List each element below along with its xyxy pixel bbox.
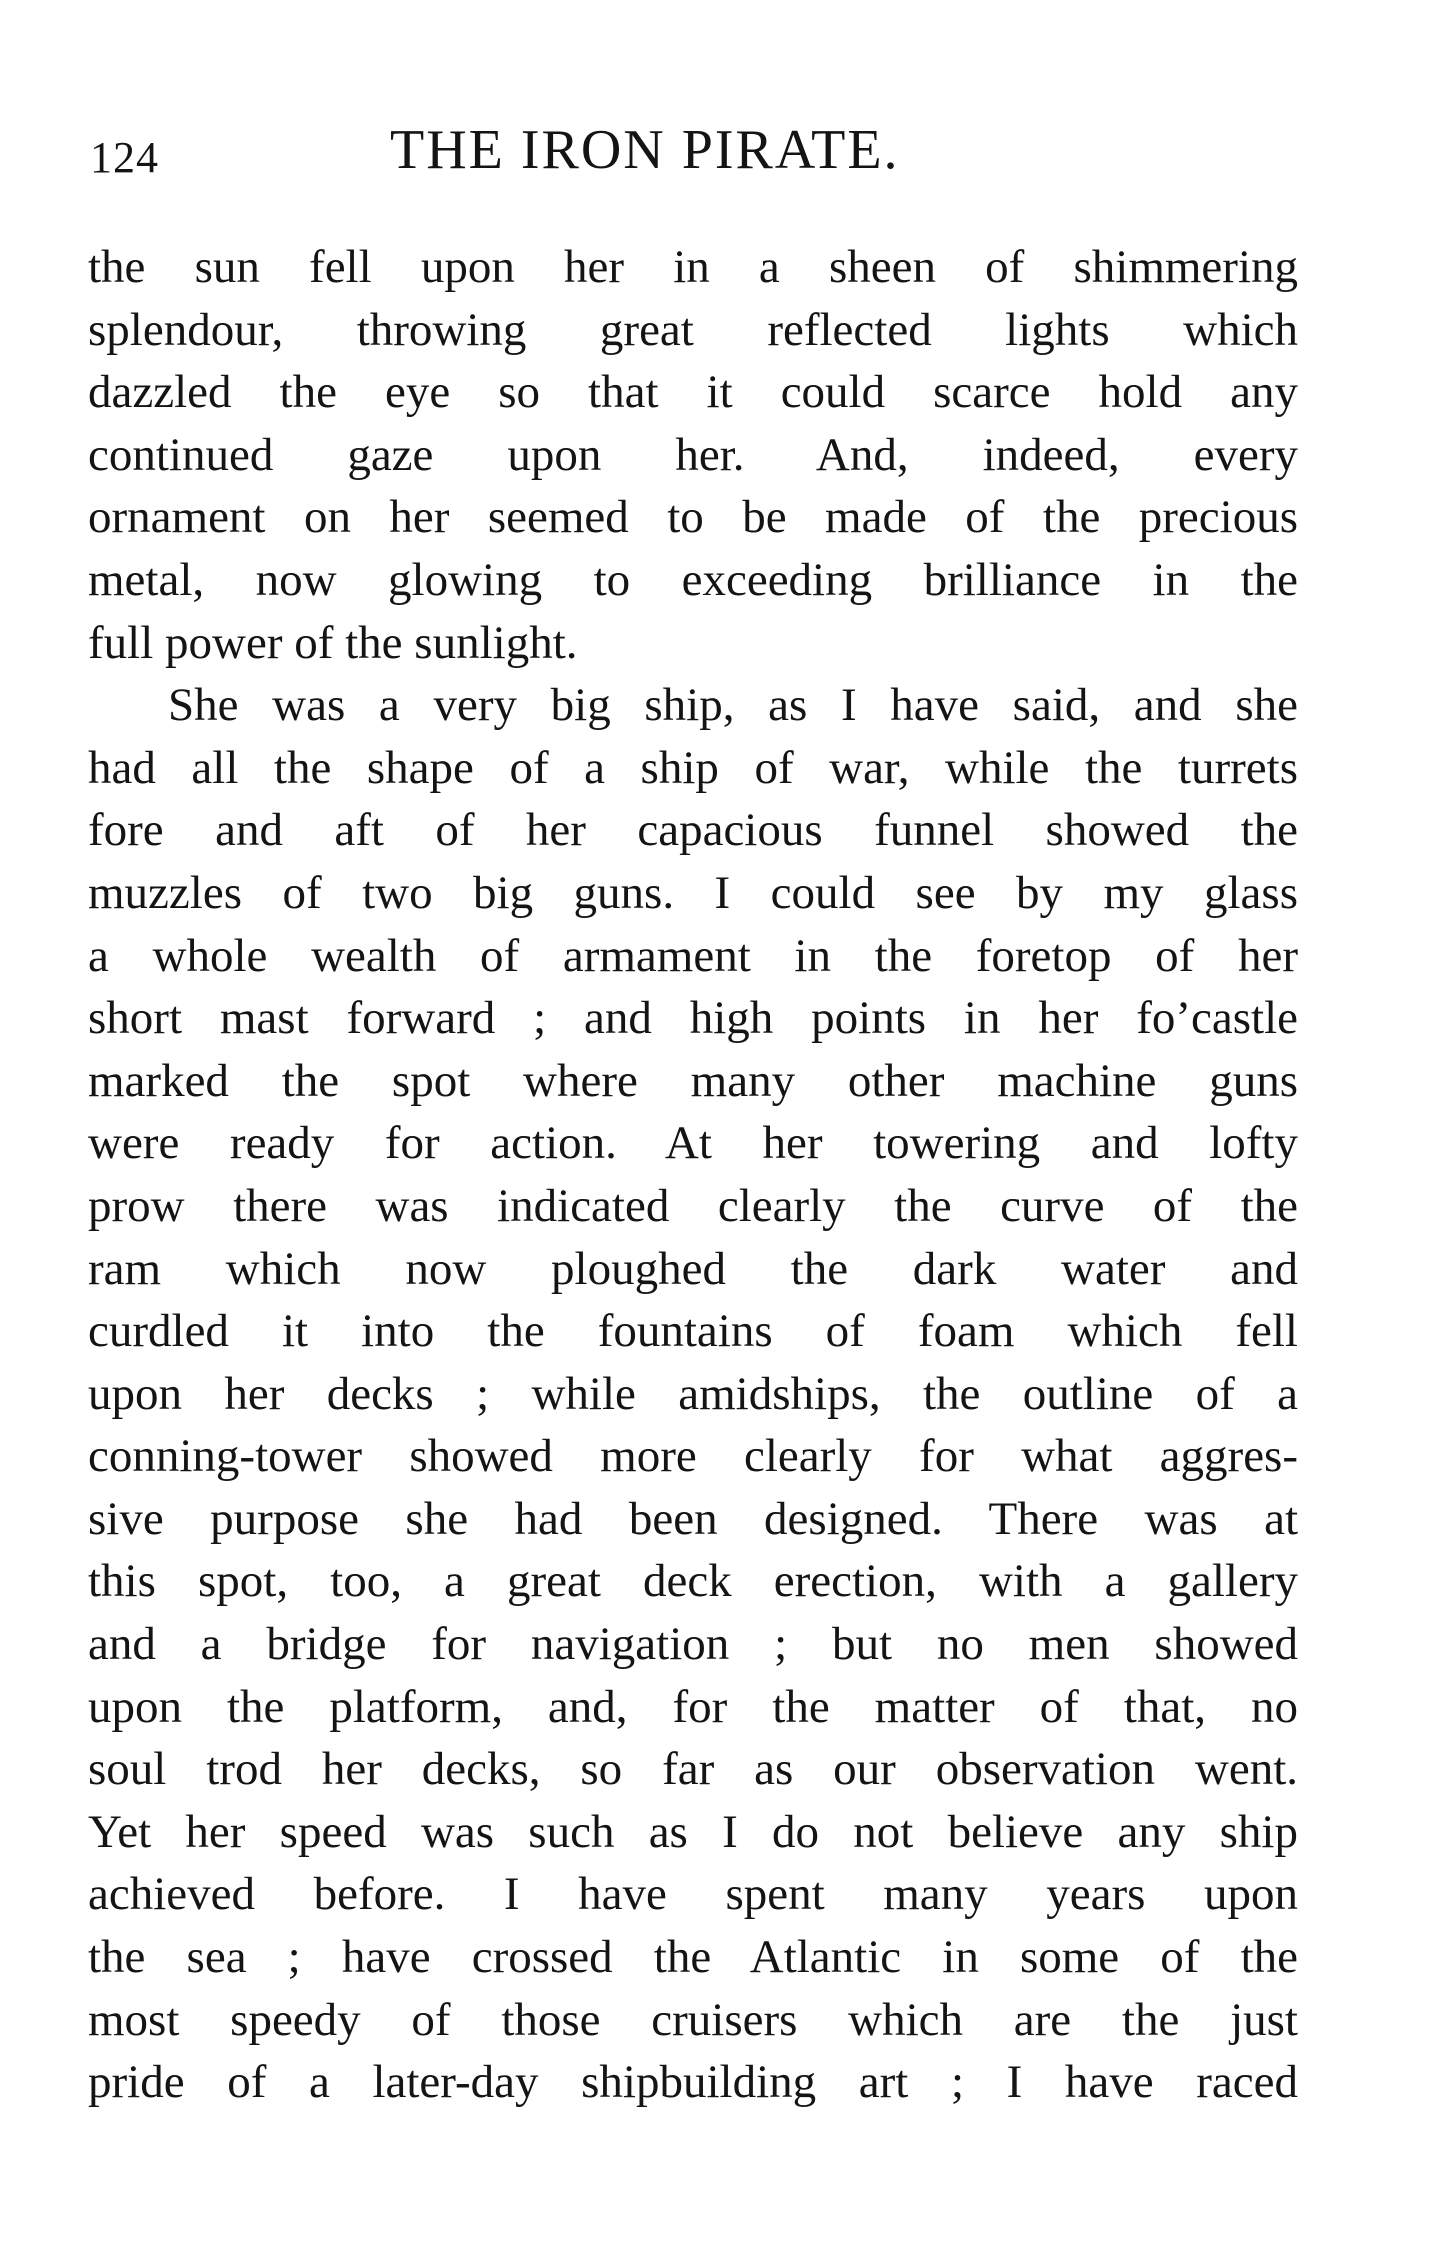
- text-line: curdled it into the fountains of foam which fell: [88, 1305, 1298, 1358]
- text-line: ram which now ploughed the dark water and: [88, 1242, 1298, 1295]
- text-line: fore and aft of her capacious funnel showed the: [88, 804, 1298, 857]
- text-line: this spot, too, a great deck erection, with a gallery: [88, 1555, 1298, 1608]
- text-line: had all the shape of a ship of war, while the turrets: [88, 741, 1298, 794]
- text-line: prow there was indicated clearly the curve of the: [88, 1179, 1298, 1232]
- text-line: marked the spot where many other machine guns: [88, 1054, 1298, 1107]
- text-line: splendour, throwing great reflected lights which: [88, 303, 1298, 356]
- text-line: dazzled the eye so that it could scarce hold any: [88, 366, 1298, 419]
- page-number: 124: [90, 133, 159, 182]
- text-line: achieved before. I have spent many years upon: [88, 1868, 1298, 1921]
- paragraph-first-line: She was a very big ship, as I have said, and she: [168, 679, 1298, 732]
- text-line: the sun fell upon her in a sheen of shimmering: [88, 241, 1298, 293]
- running-head: [90, 118, 1295, 188]
- text-line: the sea ; have crossed the Atlantic in some of the: [88, 1931, 1298, 1984]
- text-line: ornament on her seemed to be made of the precious: [88, 491, 1298, 544]
- text-line: pride of a later-day shipbuilding art ; I have raced: [88, 2056, 1298, 2109]
- text-line: short mast forward ; and high points in her fo’castle: [88, 992, 1298, 1045]
- text-line: a whole wealth of armament in the foretop of her: [88, 929, 1298, 982]
- text-line: metal, now glowing to exceeding brilliance in the: [88, 553, 1298, 606]
- text-line: sive purpose she had been designed. There was at: [88, 1492, 1298, 1545]
- text-line: soul trod her decks, so far as our observation went.: [88, 1743, 1298, 1796]
- text-line: were ready for action. At her towering and lofty: [88, 1117, 1298, 1170]
- text-line: muzzles of two big guns. I could see by my glass: [88, 866, 1298, 919]
- text-line: and a bridge for navigation ; but no men showed: [88, 1618, 1298, 1671]
- text-line: Yet her speed was such as I do not believe any ship: [88, 1805, 1298, 1858]
- text-line: continued gaze upon her. And, indeed, every: [88, 428, 1298, 481]
- book-title: THE IRON PIRATE.: [390, 119, 900, 181]
- text-line: most speedy of those cruisers which are the just: [88, 1993, 1298, 2046]
- text-line: conning-tower showed more clearly for what aggres-: [88, 1430, 1298, 1483]
- paragraph-last-line: full power of the sunlight.: [88, 616, 578, 669]
- text-line: upon the platform, and, for the matter of that, no: [88, 1680, 1298, 1733]
- body-text: [88, 236, 1298, 2114]
- text-line: upon her decks ; while amidships, the outline of a: [88, 1367, 1298, 1420]
